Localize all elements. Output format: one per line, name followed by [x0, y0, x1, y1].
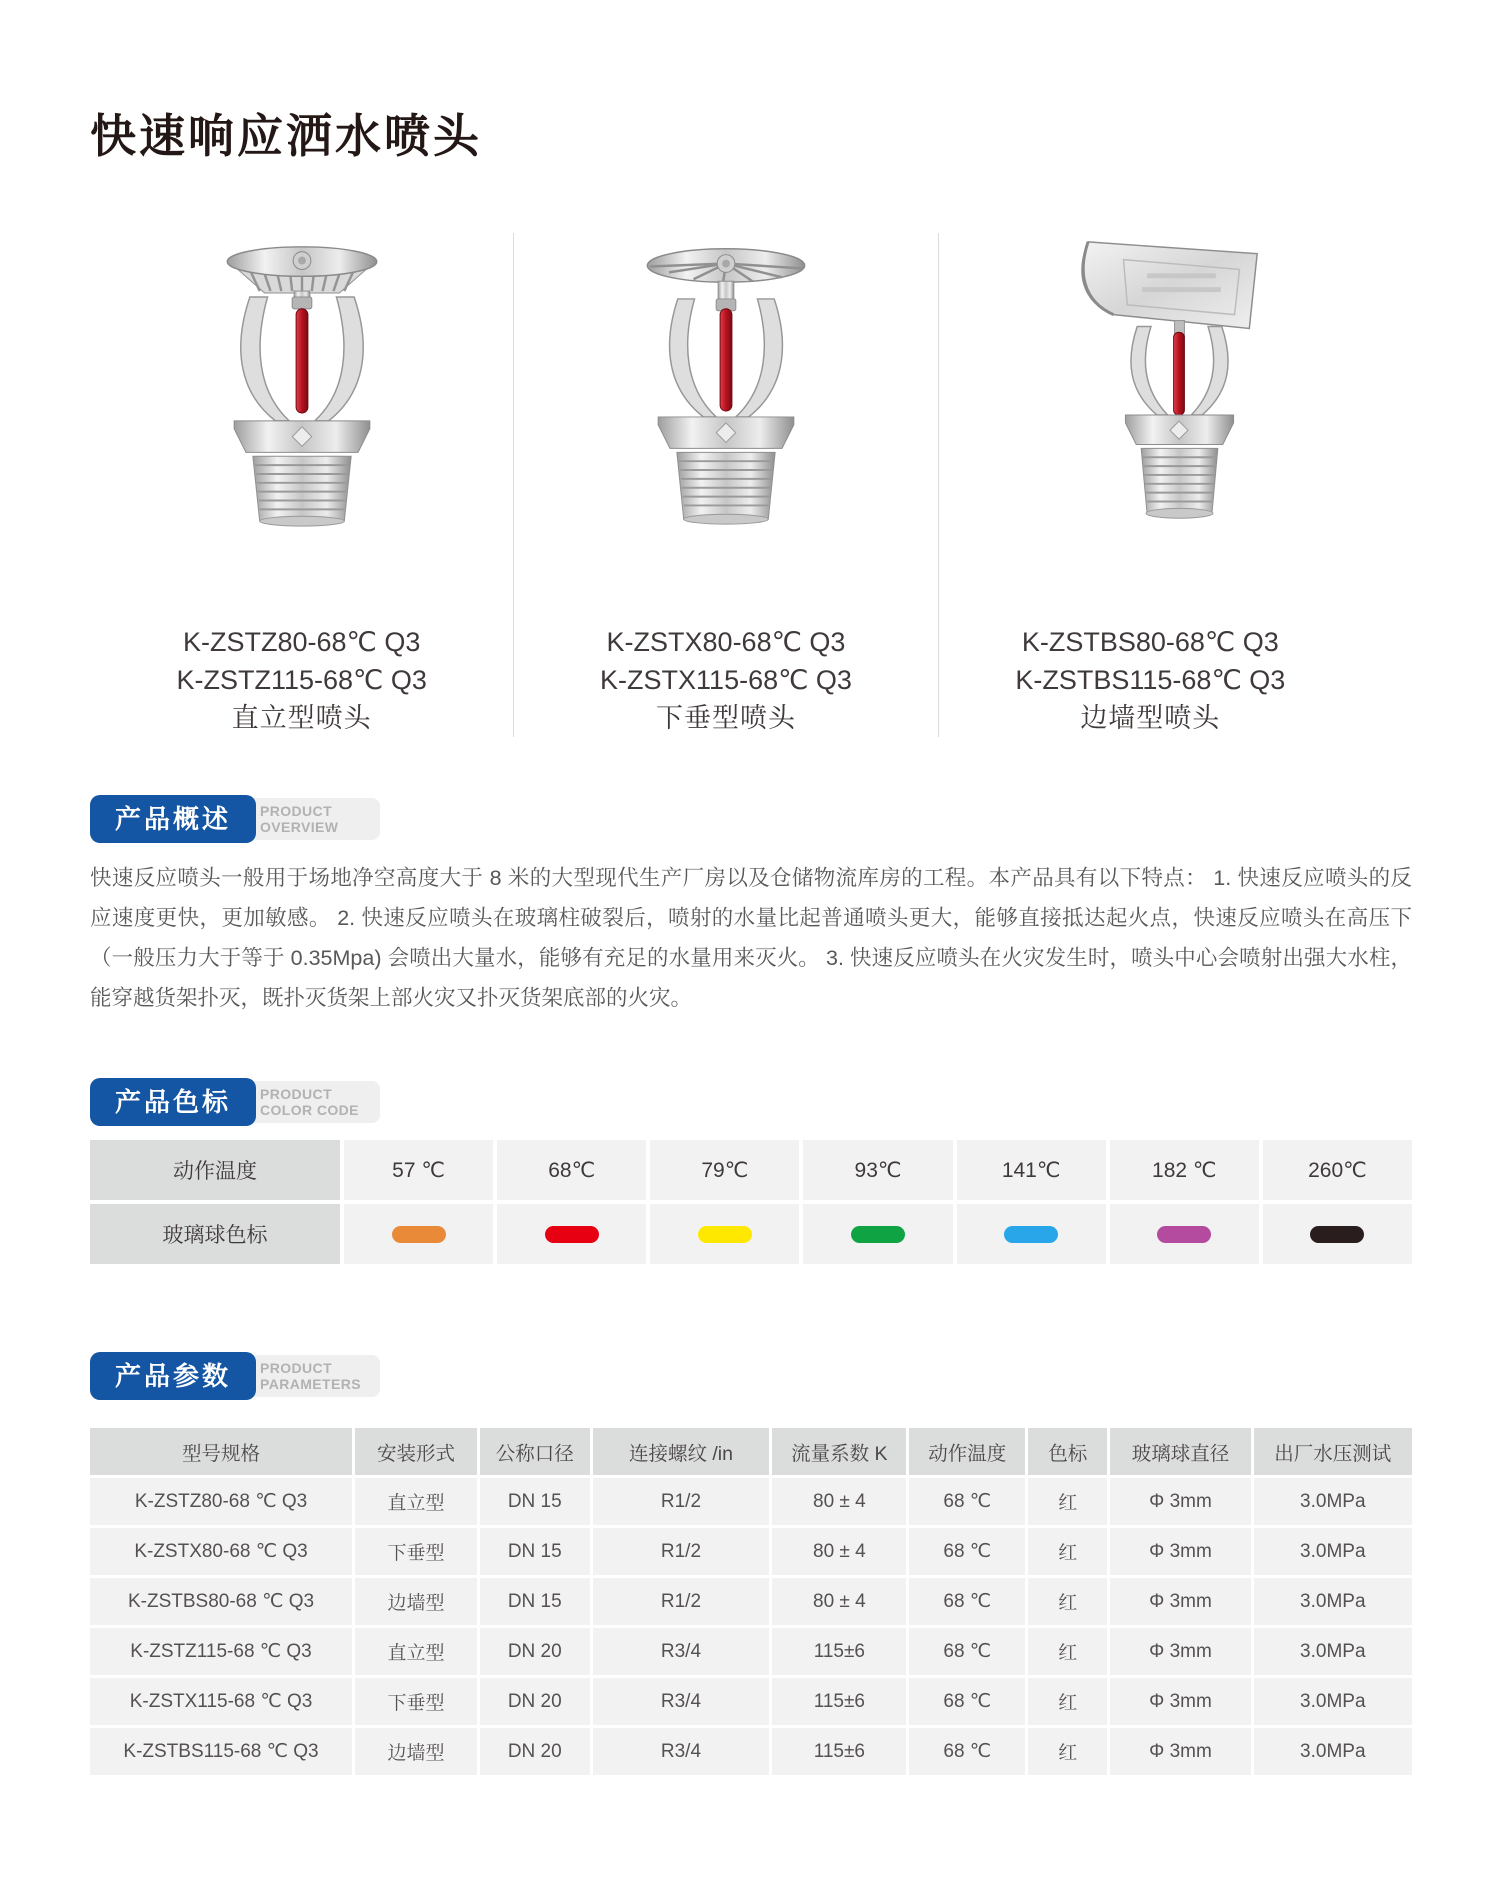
product-sidewall	[939, 233, 1362, 737]
product-model-dn15: K-ZSTZ80-68℃ Q3	[182, 627, 421, 657]
color-swatch-cell	[497, 1204, 646, 1264]
param-cell: 68 ℃	[909, 1478, 1025, 1525]
color-swatch-cell	[957, 1204, 1106, 1264]
product-model-dn15: K-ZSTX80-68℃ Q3	[606, 627, 846, 657]
param-cell: 3.0MPa	[1254, 1478, 1412, 1525]
param-cell: DN 15	[480, 1478, 590, 1525]
section-title-overview: 产品概述	[90, 795, 256, 843]
bulb-color-swatch	[392, 1226, 446, 1243]
product-type: 下垂型喷头	[655, 703, 796, 733]
overview-paragraph: 快速反应喷头一般用于场地净空高度大于 8 米的大型现代生产厂房以及仓储物流库房的工程。本产品具有以下特点： 1. 快速反应喷头的反应速度更快，更加敏感。 2. 快速反应喷头在玻璃柱破裂后，喷射的水量比起普通喷头更大，能够直接抵达起火点，快速反应喷头在高压下（一般压力大于等于 0.35Mpa) 会喷出大量水，能够有充足的水量用来灭火。 3. 快速反应喷头在火灾发生时，喷头中心会喷射出强大水柱，能穿越货架扑灭，既扑灭货架上部火灾又扑灭货架底部的火灾。	[90, 866, 1412, 1010]
param-cell-model: K-ZSTZ80-68 ℃ Q3	[90, 1478, 352, 1525]
color-swatch-cell	[650, 1204, 799, 1264]
param-cell: 直立型	[355, 1628, 477, 1675]
temperature-cell: 182 ℃	[1110, 1140, 1259, 1200]
param-cell: 红	[1028, 1678, 1107, 1725]
param-header-bulb-diameter: 玻璃球直径	[1110, 1428, 1250, 1475]
param-cell: 红	[1028, 1728, 1107, 1775]
product-model-dn20: K-ZSTBS115-68℃ Q3	[1015, 665, 1286, 695]
temperature-cell: 68℃	[497, 1140, 646, 1200]
color-swatch-cell	[1263, 1204, 1412, 1264]
param-cell: 直立型	[355, 1478, 477, 1525]
parameters-table	[90, 1428, 1412, 1775]
section-header-parameters	[90, 1352, 361, 1400]
param-cell: 80 ± 4	[772, 1578, 906, 1625]
color-swatch-cell	[1110, 1204, 1259, 1264]
section-subtitle-line2: COLOR CODE	[260, 1102, 359, 1118]
product-pendent	[514, 233, 938, 737]
param-cell: 下垂型	[355, 1528, 477, 1575]
section-title-parameters: 产品参数	[90, 1352, 256, 1400]
param-cell: 68 ℃	[909, 1528, 1025, 1575]
param-cell: 68 ℃	[909, 1678, 1025, 1725]
temperature-cell: 79℃	[650, 1140, 799, 1200]
param-cell: 80 ± 4	[772, 1478, 906, 1525]
param-cell: Φ 3mm	[1110, 1578, 1250, 1625]
section-title-color-code: 产品色标	[90, 1078, 256, 1126]
param-cell: 3.0MPa	[1254, 1578, 1412, 1625]
param-cell-model: K-ZSTBS115-68 ℃ Q3	[90, 1728, 352, 1775]
param-cell: 边墙型	[355, 1728, 477, 1775]
param-cell: Φ 3mm	[1110, 1528, 1250, 1575]
param-header-pressure-test: 出厂水压测试	[1254, 1428, 1412, 1475]
param-cell: DN 15	[480, 1578, 590, 1625]
section-header-overview	[90, 795, 339, 843]
upright-sprinkler-image	[197, 233, 407, 533]
param-cell: R1/2	[593, 1578, 770, 1625]
row-header-temperature: 动作温度	[90, 1140, 340, 1200]
temperature-cell: 57 ℃	[344, 1140, 493, 1200]
temperature-cell: 141℃	[957, 1140, 1106, 1200]
bulb-color-swatch	[1004, 1226, 1058, 1243]
param-cell: Φ 3mm	[1110, 1628, 1250, 1675]
param-cell: R3/4	[593, 1728, 770, 1775]
bulb-color-swatch	[1310, 1226, 1364, 1243]
product-model-dn15: K-ZSTBS80-68℃ Q3	[1021, 627, 1279, 657]
section-subtitle-line2: OVERVIEW	[260, 819, 339, 835]
bulb-color-swatch	[698, 1226, 752, 1243]
param-cell: 边墙型	[355, 1578, 477, 1625]
param-cell: 3.0MPa	[1254, 1628, 1412, 1675]
param-header-model: 型号规格	[90, 1428, 352, 1475]
section-subtitle-line1: PRODUCT	[260, 1360, 333, 1376]
param-cell: DN 20	[480, 1728, 590, 1775]
param-header-color-code: 色标	[1028, 1428, 1107, 1475]
product-model-dn20: K-ZSTZ115-68℃ Q3	[176, 665, 427, 695]
upright-sprinkler-drawing	[197, 236, 407, 531]
color-swatch-cell	[344, 1204, 493, 1264]
param-cell: 115±6	[772, 1678, 906, 1725]
temperature-cell: 260℃	[1263, 1140, 1412, 1200]
param-cell: 3.0MPa	[1254, 1528, 1412, 1575]
param-cell: 3.0MPa	[1254, 1728, 1412, 1775]
product-label-upright	[176, 623, 426, 737]
param-cell: 3.0MPa	[1254, 1678, 1412, 1725]
param-cell: Φ 3mm	[1110, 1478, 1250, 1525]
temperature-cell: 93℃	[803, 1140, 952, 1200]
color-code-table	[90, 1140, 1412, 1264]
product-label-sidewall	[1015, 623, 1285, 737]
param-cell: 80 ± 4	[772, 1528, 906, 1575]
param-cell: DN 15	[480, 1528, 590, 1575]
param-cell: 红	[1028, 1478, 1107, 1525]
param-cell: 68 ℃	[909, 1628, 1025, 1675]
row-header-bulb-color: 玻璃球色标	[90, 1204, 340, 1264]
section-subtitle-line1: PRODUCT	[260, 1086, 333, 1102]
section-header-color-code	[90, 1078, 359, 1126]
param-cell-model: K-ZSTX115-68 ℃ Q3	[90, 1678, 352, 1725]
bulb-color-swatch	[1157, 1226, 1211, 1243]
product-type: 直立型喷头	[231, 703, 372, 733]
param-cell: Φ 3mm	[1110, 1728, 1250, 1775]
param-cell: DN 20	[480, 1628, 590, 1675]
sidewall-sprinkler-image	[1025, 233, 1275, 533]
param-header-thread: 连接螺纹 /in	[593, 1428, 770, 1475]
param-cell: 红	[1028, 1578, 1107, 1625]
section-subtitle-line1: PRODUCT	[260, 803, 333, 819]
param-cell: 红	[1028, 1628, 1107, 1675]
bulb-color-swatch	[545, 1226, 599, 1243]
param-header-install-type: 安装形式	[355, 1428, 477, 1475]
color-swatch-cell	[803, 1204, 952, 1264]
param-cell: 68 ℃	[909, 1728, 1025, 1775]
product-upright	[90, 233, 514, 737]
product-model-dn20: K-ZSTX115-68℃ Q3	[600, 665, 852, 695]
bulb-color-swatch	[851, 1226, 905, 1243]
param-cell: R1/2	[593, 1478, 770, 1525]
param-cell: 68 ℃	[909, 1578, 1025, 1625]
param-cell: R1/2	[593, 1528, 770, 1575]
section-subtitle-line2: PARAMETERS	[260, 1376, 361, 1392]
param-cell-model: K-ZSTZ115-68 ℃ Q3	[90, 1628, 352, 1675]
param-header-k-factor: 流量系数 K	[772, 1428, 906, 1475]
param-cell: 红	[1028, 1528, 1107, 1575]
param-cell: 115±6	[772, 1628, 906, 1675]
param-cell: R3/4	[593, 1628, 770, 1675]
product-type: 边墙型喷头	[1080, 703, 1221, 733]
sidewall-sprinkler-drawing	[1025, 236, 1275, 531]
param-cell: 下垂型	[355, 1678, 477, 1725]
param-cell: 115±6	[772, 1728, 906, 1775]
param-header-temperature: 动作温度	[909, 1428, 1025, 1475]
product-gallery	[90, 233, 1362, 737]
product-label-pendent	[600, 623, 852, 737]
param-header-nominal-diameter: 公称口径	[480, 1428, 590, 1475]
param-cell: DN 20	[480, 1678, 590, 1725]
param-cell: Φ 3mm	[1110, 1678, 1250, 1725]
param-cell-model: K-ZSTX80-68 ℃ Q3	[90, 1528, 352, 1575]
pendent-sprinkler-image	[621, 233, 831, 533]
param-cell: R3/4	[593, 1678, 770, 1725]
param-cell-model: K-ZSTBS80-68 ℃ Q3	[90, 1578, 352, 1625]
pendent-sprinkler-drawing	[621, 236, 831, 531]
page-title: 快速响应洒水喷头	[90, 110, 482, 162]
